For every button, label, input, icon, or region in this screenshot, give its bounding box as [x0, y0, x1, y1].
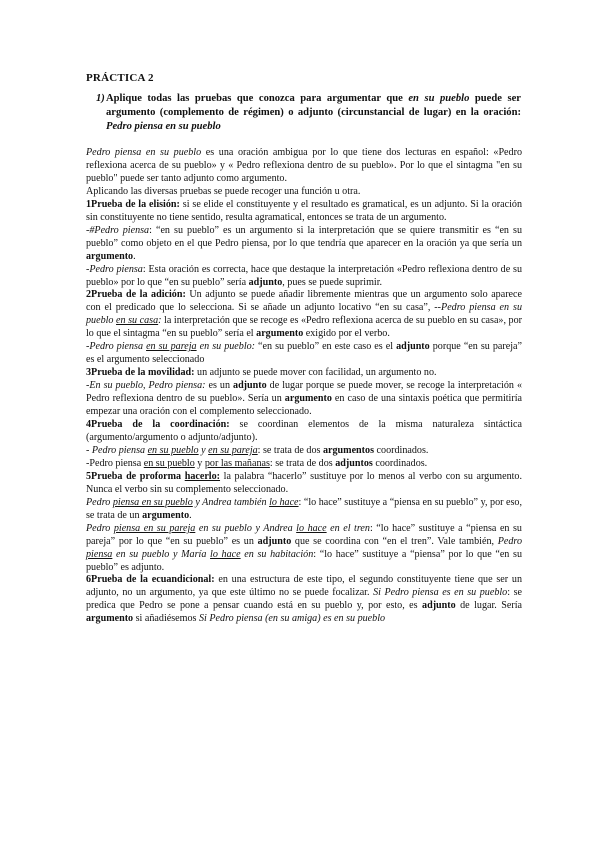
test-addition-text: la interpretación que se recoge es «Pedro reflexiona acerca de su pueblo en su casa», por lo que el sintagma “en su pueblo” sería el [86, 315, 523, 340]
example-keyword: argumento [142, 509, 190, 521]
example-text: de lugar porque se puede mover, se recoge la interpretación « Pedro reflexiona dentro de su pueblo». Sería un [86, 380, 522, 405]
example-sentence [86, 341, 255, 352]
exercise-question [96, 92, 521, 134]
example-sentence [86, 523, 370, 534]
example-part: y Andrea también [192, 496, 270, 508]
page-title: PRÁCTICA 2 [86, 72, 154, 84]
example-part: en su pueblo y María [112, 548, 211, 560]
test-mobility-example [86, 380, 522, 419]
example-keyword: adjunto [233, 380, 267, 392]
example-keyword: argumento [256, 328, 304, 340]
test-coordination-example-2 [86, 458, 522, 471]
example-keyword: argumento [86, 613, 134, 625]
test-coordination-example-1 [86, 445, 522, 458]
example-part: y [198, 444, 209, 456]
question-text-b: puede ser argumento (complemento de régimen) o adjunto (circunstancial de lugar) en la oración: [106, 93, 521, 118]
example-text: : se trata de dos [257, 444, 323, 456]
example-part: - Pedro piensa [86, 444, 148, 456]
test-addition-text: exigido por el verbo. [303, 328, 390, 340]
heading-part: 5Prueba de proforma [86, 470, 185, 482]
example-text: : “lo hace” sustituye a “piensa en su pareja” por lo que “en su pueblo” es un [86, 522, 522, 547]
example-underlined: piensa en su pareja [113, 522, 196, 534]
example-part: -Pedro piensa [86, 457, 144, 469]
test-ecuandicional-heading: 6Prueba de la ecuandicional: [86, 574, 215, 586]
test-mobility-text: un adjunto se puede mover con facilidad, un argumento no. [194, 367, 437, 379]
example-keyword: adjunto [422, 600, 456, 612]
example-sentence: -Pedro piensa [86, 263, 143, 275]
question-phrase: en su pueblo [408, 93, 470, 104]
test-proform-text: la palabra “hacerlo” sustituye por lo menos al verbo con su argumento. Nunca el verbo sin su complemento seleccionado. [86, 470, 522, 495]
example-underlined: piensa [86, 548, 113, 560]
example-text: “en su pueblo” en este caso es el [255, 341, 397, 353]
example-text: es un [205, 380, 234, 392]
question-sentence: Pedro piensa en su pueblo [106, 121, 221, 132]
test-proform [86, 471, 522, 497]
example-part: en su habitación [240, 548, 314, 560]
example-underlined: por las mañanas [204, 457, 270, 469]
example-text: coordinados. [372, 457, 428, 469]
question-number: 1) [96, 93, 105, 104]
test-addition-example [86, 341, 522, 367]
example-text: : Esta oración es correcta, hace que destaque la interpretación «Pedro reflexiona dentro de su pueblo» por lo que “en su pueblo” sería [86, 263, 522, 288]
test-proform-heading [86, 471, 220, 482]
test-coordination-text: se coordinan elementos de la misma naturaleza sintáctica (argumento/argumento o adjunto/adjunto). [86, 419, 522, 443]
test-elision-example-2 [86, 264, 522, 290]
example-keyword: adjunto [396, 341, 430, 353]
example-sentence: Si Pedro piensa (en su amiga) es en su pueblo [199, 613, 386, 625]
heading-underlined: hacerlo: [184, 470, 221, 482]
test-proform-example-1 [86, 497, 522, 523]
intro-text: es una oración ambigua por lo que tiene dos lecturas en español: «Pedro reflexiona acerca de su pueblo» y « Pedro reflexiona dentro de su pueblo». Por lo que el sintagma "en su pueblo" puede ser tanto adjunto como argumento. [86, 147, 522, 184]
test-elision-heading: 1Prueba de la elisión: [86, 198, 180, 210]
test-addition [86, 289, 522, 341]
example-text: en caso de una sintaxis poética que permitiría empezar una oración con el complemento seleccionado. [86, 393, 522, 418]
example-part: Pedro [86, 496, 113, 508]
test-coordination-heading: 4Prueba de la coordinación: [86, 419, 230, 431]
example-part: en el tren [326, 522, 370, 534]
example-underlined: en su pareja [146, 341, 197, 353]
example-text: : “en su pueblo” es un argumento si la interpretación que se quiere transmitir es “en su pueblo” como objeto en el que Pedro piensa, por lo que tendría que aparecer en la oración ya que sería un [86, 224, 522, 249]
example-part: y [194, 457, 205, 469]
example-part: en su pueblo: [196, 341, 256, 353]
test-addition-text: Un adjunto se puede añadir libremente mientras que un argumento solo aparece con el predicado que lo selecciona. Si se añade un adjunto locativo “en su casa”, -- [86, 289, 523, 314]
example-underlined: lo hace [296, 522, 327, 534]
example-sentence: Si Pedro piensa es en su pueblo [373, 587, 508, 599]
test-ecuandicional-text: de lugar. Sería [455, 600, 522, 612]
test-ecuandicional-text: en una estructura de este tipo, el segundo constituyente tiene que ser un adjunto, no un argumento, ya que este último no se puede focalizar. [86, 574, 522, 599]
example-text: . [189, 509, 192, 521]
example-text: : “lo hace” sustituye a “piensa” por lo que “en su pueblo” es adjunto. [86, 548, 522, 573]
test-coordination [86, 419, 522, 445]
example-part: : [158, 315, 162, 327]
example-underlined: en su pueblo [147, 444, 199, 456]
example-part: Pedro [497, 535, 522, 547]
intro-paragraph-2: Aplicando las diversas pruebas se puede recoger una función u otra. [86, 185, 361, 197]
example-sentence [86, 497, 299, 508]
example-keyword: adjunto [248, 276, 283, 288]
example-text: que se coordina con “en el tren”. Vale también, [291, 535, 498, 547]
example-text: coordinados. [374, 444, 429, 456]
example-part: Pedro piensa en su pueblo [86, 302, 522, 327]
example-keyword: adjunto [257, 535, 292, 547]
example-keyword: adjuntos [335, 457, 373, 469]
example-sentence: -En su pueblo, Pedro piensa: [86, 380, 206, 392]
example-part: Pedro [86, 522, 114, 534]
example-text: , pues se puede suprimir. [282, 276, 383, 288]
example-sentence: -#Pedro piensa [86, 224, 150, 236]
test-proform-example-2 [86, 523, 522, 575]
question-text-a: Aplique todas las pruebas que conozca para argumentar que [106, 93, 409, 104]
example-sentence [86, 445, 258, 456]
example-underlined: en su pareja [208, 444, 258, 456]
test-elision-example-1 [86, 225, 522, 264]
test-mobility [86, 367, 522, 380]
test-mobility-heading: 3Prueba de la movilidad: [86, 367, 195, 379]
example-text: porque “en su pareja” es el argumento seleccionado [86, 341, 522, 366]
test-addition-heading: 2Prueba de la adición: [86, 289, 186, 301]
test-ecuandicional-text: si añadiésemos [133, 613, 199, 625]
example-underlined: en su casa [116, 315, 159, 327]
test-ecuandicional-text: : se predica que Pedro se pone a pensar cuando está en su pueblo y, por esto, es [86, 587, 522, 612]
example-keyword: argumento [86, 250, 134, 262]
answer-body [86, 147, 522, 626]
example-part: -Pedro piensa [86, 341, 147, 353]
example-text: : “lo hace” sustituye a “piensa en su pueblo” y, por eso, se trata de un [86, 496, 522, 521]
example-underlined: en su pueblo [143, 457, 195, 469]
example-text: . [133, 250, 136, 262]
test-elision-text: si se elide el constituyente y el resultado es gramatical, es un adjunto. Si la oración sin constituyente no tiene sentido, resulta agramatical, entonces se trata de un argumento. [86, 198, 522, 223]
example-part: en su pueblo y Andrea [195, 522, 297, 534]
test-ecuandicional [86, 574, 522, 626]
example-underlined: lo hace [269, 496, 299, 508]
intro-sentence: Pedro piensa en su pueblo [86, 147, 202, 158]
test-elision [86, 199, 522, 225]
example-text: : se trata de dos [269, 457, 336, 469]
example-keyword: argumentos [322, 444, 375, 456]
example-underlined: lo hace [210, 548, 241, 560]
intro-paragraph [86, 147, 522, 186]
example-keyword: argumento [284, 393, 332, 405]
example-underlined: piensa en su pueblo [112, 496, 193, 508]
